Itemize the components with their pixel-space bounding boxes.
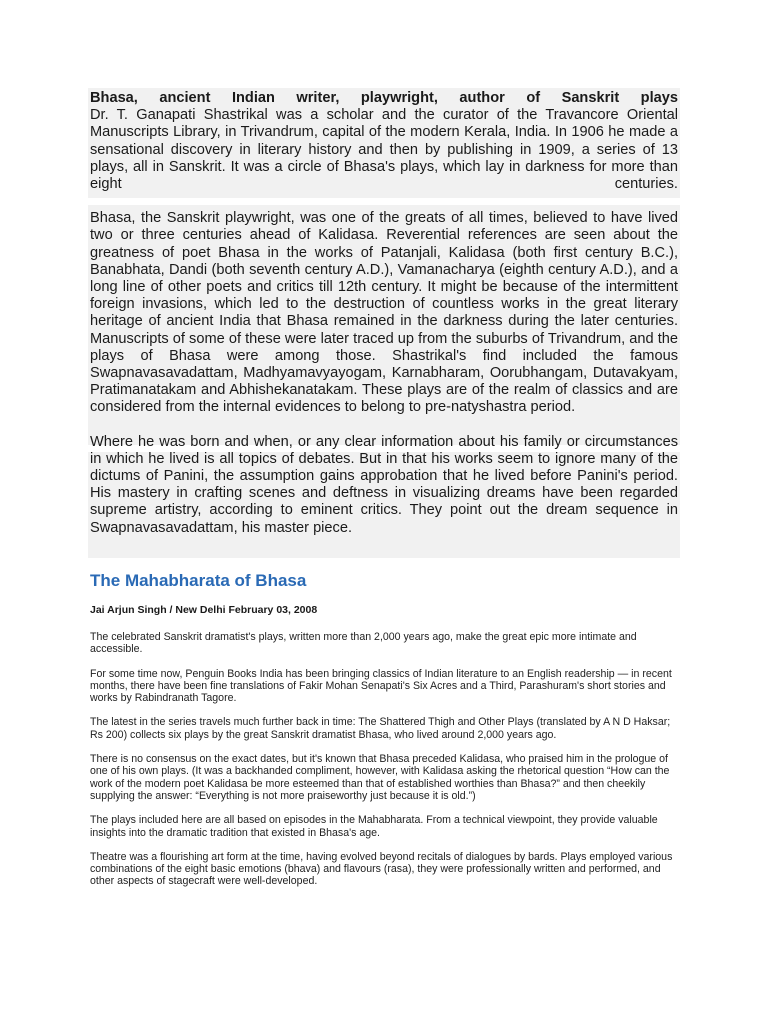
article-paragraph: Where he was born and when, or any clear information about his family or circumstances in which he lived is all topics of debates. But in that his works seem to ignore many of the dictums of Panini, the assumption gains approbation that he lived before Panini's period. His mastery in crafting scenes and deftness in visualizing dreams have been regarded supreme artistry, according to eminent critics. They point out the dream sequence in Swapnavasavadattam, his master piece. bbox=[90, 433, 678, 536]
section-paragraph: The plays included here are all based on episodes in the Mahabharata. From a technical viewpoint, they provide valuable insights into the dramatic tradition that existed in Bhasa's age. bbox=[90, 814, 658, 839]
article-paragraph-text: Dr. T. Ganapati Shastrikal was a scholar and the curator of the Travancore Oriental Manuscripts Library, in Trivandrum, capital of the modern Kerala, India. In 1906 he made a sensational discovery in literary history and then by publishing in 1909, a series of 13 plays, all in Sanskrit. It was a circle of Bhasa's plays, which lay in darkness for more than eight centuries. bbox=[90, 107, 678, 193]
section-paragraph: For some time now, Penguin Books India has been bringing classics of Indian literature to an English readership — in recent months, there have been fine translations of Fakir Mohan Senapati's Six Acres and a Third, Parashuram's short stories and works by Rabindranath Tagore. bbox=[90, 667, 672, 705]
section-title: The Mahabharata of Bhasa bbox=[90, 571, 307, 590]
byline: Jai Arjun Singh / New Delhi February 03, 2008 bbox=[90, 604, 318, 616]
article-headline: Bhasa, ancient Indian writer, playwright, author of Sanskrit plays bbox=[90, 90, 678, 106]
article bbox=[90, 90, 678, 554]
section-paragraph: Theatre was a flourishing art form at the time, having evolved beyond recitals of dialogues by bards. Plays employed various combinations of the eight basic emotions (bhava) and flavours (rasa), they were professionally written and performed, and other aspects of stagecraft were well-developed. bbox=[90, 850, 673, 888]
article-paragraph: Bhasa, the Sanskrit playwright, was one of the greats of all times, believed to have lived two or three centuries ahead of Kalidasa. Reverential references are seen about the greatness of poet Bhasa in the works of Patanjali, Kalidasa (both first century B.C.), Banabhata, Dandi (both seventh century A.D.), Vamanacharya (eighth century A.D.), and a long line of other poets and critics till 12th century. It might be because of the intermittent foreign invasions, which led to the destruction of countless works in the great literary heritage of ancient India that Bhasa remained in the darkness during the later centuries. Manuscripts of some of these were later traced up from the suburbs of Trivandrum, and the plays of Bhasa were among those. Shastrikal's find included the famous Swapnavasavadattam, Madhyamavyayogam, Karnabharam, Oorubhangam, Dutavakyam, Pratimanatakam and Abhishekanatakam. These plays are of the realm of classics and are considered from the internal evidences to belong to pre-natyshastra period. bbox=[90, 210, 678, 416]
section-paragraph: The celebrated Sanskrit dramatist's plays, written more than 2,000 years ago, make the great epic more intimate and accessible. bbox=[90, 631, 637, 656]
news-section bbox=[90, 570, 678, 900]
section-paragraph: There is no consensus on the exact dates, but it's known that Bhasa preceded Kalidasa, who praised him in the prologue of one of his own plays. (It was a backhanded compliment, however, with Kalidasa asking the rhetorical question “How can the work of the modern poet Kalidasa be more esteemed than that of established worthies than Bhasa?” and then cheekily supplying the answer: “Everything is not more praiseworthy just because it is old.”) bbox=[90, 753, 670, 802]
article-paragraph bbox=[90, 90, 678, 193]
section-paragraph: The latest in the series travels much further back in time: The Shattered Thigh and Other Plays (translated by A N D Haksar; Rs 200) collects six plays by the great Sanskrit dramatist Bhasa, who lived around 2,000 years ago. bbox=[90, 716, 671, 741]
